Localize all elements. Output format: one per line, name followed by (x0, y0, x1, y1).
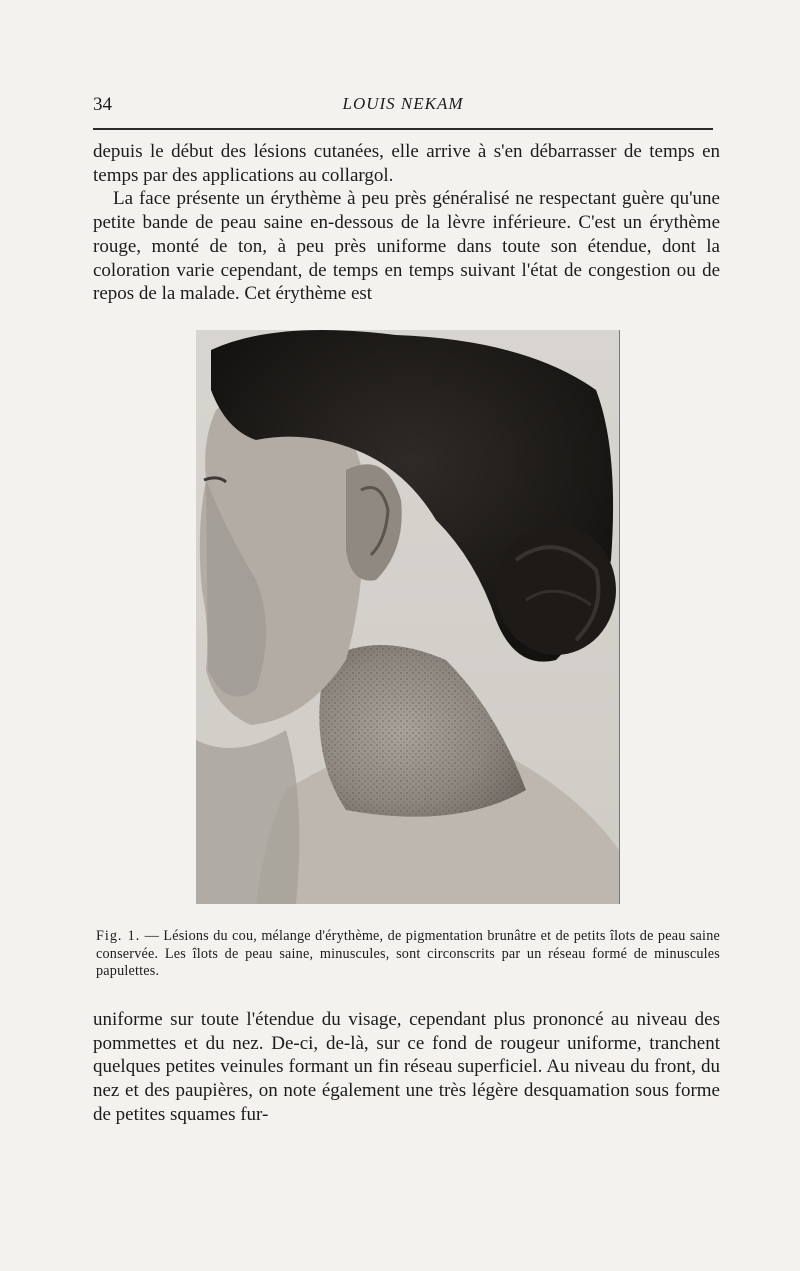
figure-caption-text: — Lésions du cou, mélange d'érythème, de pigmentation brunâtre et de petits îlots de peau saine conservée. Les îlots de peau saine, minuscules, sont circonscrits par un réseau formé de minuscules papulettes. (96, 928, 720, 979)
figure-photograph (196, 330, 620, 904)
figure-label: Fig. 1. (96, 928, 141, 944)
header-rule (93, 128, 713, 130)
running-head: LOUIS NEKAM (342, 94, 464, 113)
body-paragraph-top (93, 140, 720, 306)
body-paragraph-bottom: uniforme sur toute l'étendue du visage, cependant plus prononcé au niveau des pommettes et du nez. De-ci, de-là, sur ce fond de rougeur uniforme, tranchent quelques petites veinules formant un fin réseau superficiel. Au niveau du front, du nez et des paupières, on note également une très légère desquamation sous forme de petites squames fur- (93, 1009, 720, 1125)
figure-caption (96, 928, 720, 981)
page-header (93, 92, 713, 118)
paragraph-top-2: La face présente un érythème à peu près généralisé ne respectant guère qu'une petite bande de peau saine en-dessous de la lèvre inférieure. C'est un érythème rouge, monté de ton, à peu près uniforme dans toute son étendue, dont la coloration varie cependant, de temps en temps suivant l'état de congestion ou de repos de la malade. Cet érythème est (93, 188, 720, 305)
patient-profile-photo (196, 330, 619, 904)
page-number: 34 (93, 94, 112, 115)
paragraph-top-1: depuis le début des lésions cutanées, elle arrive à s'en débarrasser de temps en temps par des applications au collargol. (93, 141, 720, 186)
